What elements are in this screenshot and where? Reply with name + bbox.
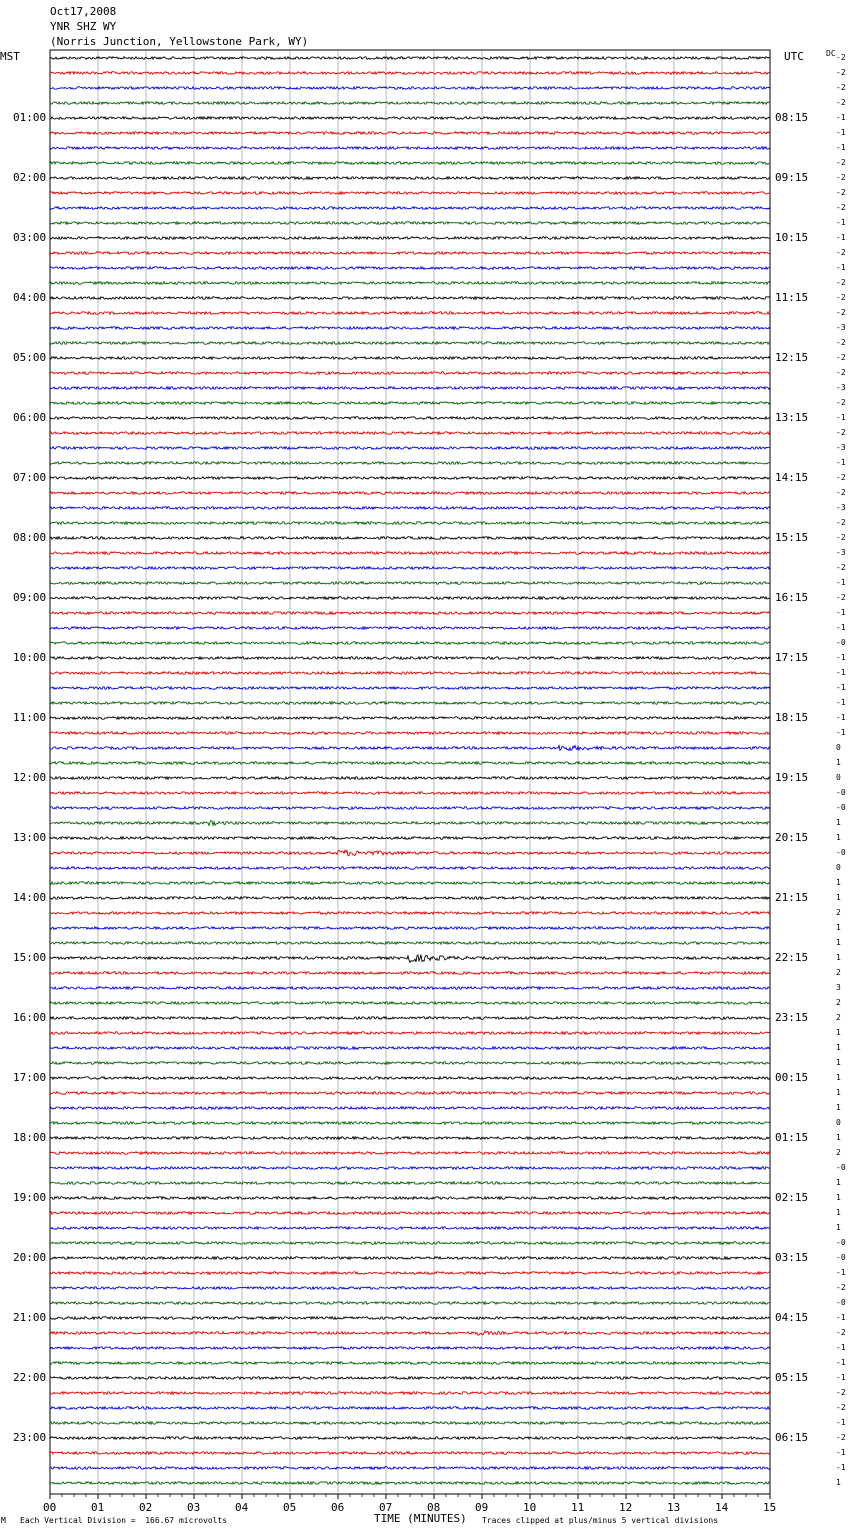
footer-corner-mark: M: [1, 1516, 6, 1525]
dc-offset-label: -2: [836, 248, 846, 257]
right-hour-label: 19:15: [775, 771, 809, 784]
x-tick-label: 11: [571, 1501, 585, 1514]
left-hour-label: 19:00: [13, 1191, 47, 1204]
trace-row: [50, 1377, 770, 1380]
dc-offset-label: -1: [836, 713, 846, 722]
left-hour-label: 08:00: [13, 531, 47, 544]
x-tick-label: 02: [139, 1501, 153, 1514]
trace-row: [50, 942, 770, 945]
trace-row: [50, 237, 770, 240]
trace-row: [50, 792, 770, 795]
x-tick-label: 08: [427, 1501, 441, 1514]
right-hour-label: 03:15: [775, 1251, 809, 1264]
dc-offset-label: -2: [836, 1328, 846, 1337]
dc-offset-label: 1: [836, 1478, 841, 1487]
dc-offset-label: -0: [836, 1298, 846, 1307]
trace-row: [50, 1227, 770, 1230]
trace-row: [50, 1122, 770, 1125]
left-hour-label: 10:00: [13, 651, 47, 664]
dc-offset-label: 2: [836, 1013, 841, 1022]
left-hour-label: 20:00: [13, 1251, 47, 1264]
x-tick-label: 09: [475, 1501, 489, 1514]
x-tick-label: 10: [523, 1501, 537, 1514]
trace-row: [50, 1182, 770, 1185]
left-hour-label: 12:00: [13, 771, 47, 784]
left-hour-label: 16:00: [13, 1011, 47, 1024]
trace-row: [50, 1032, 770, 1035]
trace-row: [50, 1437, 770, 1440]
trace-row: [50, 702, 770, 705]
left-hour-label: 18:00: [13, 1131, 47, 1144]
trace-row: [50, 192, 770, 195]
dc-offset-label: -1: [836, 653, 846, 662]
dc-offset-label: -1: [836, 413, 846, 422]
left-hour-label: 07:00: [13, 471, 47, 484]
dc-offset-label: -2: [836, 1283, 846, 1292]
trace-row: [50, 1092, 770, 1095]
right-hour-label: 12:15: [775, 351, 809, 364]
dc-offset-label: -2: [836, 53, 846, 62]
trace-row: [50, 432, 770, 435]
dc-offset-label: 1: [836, 938, 841, 947]
trace-row: [50, 72, 770, 75]
dc-offset-label: -1: [836, 608, 846, 617]
trace-row: [50, 387, 770, 390]
trace-row: [50, 1422, 770, 1425]
trace-row: [50, 87, 770, 90]
dc-offset-label: 1: [836, 893, 841, 902]
trace-row: [50, 1287, 770, 1290]
trace-row: [50, 117, 770, 120]
right-hour-label: 18:15: [775, 711, 809, 724]
trace-row: [50, 745, 770, 750]
trace-row: [50, 342, 770, 345]
trace-row: [50, 912, 770, 915]
left-hour-label: 06:00: [13, 411, 47, 424]
dc-offset-label: -1: [836, 218, 846, 227]
station-code: YNR SHZ WY: [50, 20, 117, 33]
dc-offset-label: 1: [836, 833, 841, 842]
dc-offset-label: 2: [836, 1148, 841, 1157]
left-hour-label: 23:00: [13, 1431, 47, 1444]
trace-row: [50, 897, 770, 900]
trace-row: [50, 1212, 770, 1215]
dc-offset-label: -2: [836, 353, 846, 362]
dc-offset-label: 0: [836, 743, 841, 752]
dc-offset-label: -2: [836, 1433, 846, 1442]
dc-offset-label: -3: [836, 548, 846, 557]
trace-row: [50, 417, 770, 420]
dc-offset-label: 1: [836, 1133, 841, 1142]
trace-row: [50, 1107, 770, 1110]
trace-row: [50, 687, 770, 690]
dc-offset-label: -1: [836, 1343, 846, 1352]
trace-row: [50, 372, 770, 375]
dc-offset-label: -1: [836, 668, 846, 677]
trace-row: [50, 927, 770, 930]
left-hour-label: 01:00: [13, 111, 47, 124]
trace-row: [50, 1002, 770, 1005]
dc-offset-label: -1: [836, 233, 846, 242]
dc-offset-label: -0: [836, 1163, 846, 1172]
dc-offset-label: -2: [836, 398, 846, 407]
trace-row: [50, 1407, 770, 1410]
trace-row: [50, 297, 770, 300]
dc-offset-label: -2: [836, 428, 846, 437]
dc-offset-label: -1: [836, 1313, 846, 1322]
x-tick-label: 05: [283, 1501, 297, 1514]
dc-offset-label: 1: [836, 1088, 841, 1097]
right-hour-label: 09:15: [775, 171, 809, 184]
trace-row: [50, 1272, 770, 1275]
dc-offset-label: -2: [836, 293, 846, 302]
trace-row: [50, 327, 770, 330]
dc-offset-label: -2: [836, 308, 846, 317]
dc-offset-label: -1: [836, 728, 846, 737]
dc-offset-label: -1: [836, 1448, 846, 1457]
dc-offset-label: -3: [836, 323, 846, 332]
x-tick-label: 14: [715, 1501, 729, 1514]
dc-offset-label: 1: [836, 1178, 841, 1187]
right-hour-label: 02:15: [775, 1191, 809, 1204]
right-hour-label: 21:15: [775, 891, 809, 904]
dc-offset-label: 1: [836, 1223, 841, 1232]
x-tick-label: 12: [619, 1501, 633, 1514]
trace-row: [50, 762, 770, 765]
dc-offset-label: -2: [836, 533, 846, 542]
dc-offset-label: -1: [836, 623, 846, 632]
right-hour-label: 23:15: [775, 1011, 809, 1024]
trace-row: [50, 972, 770, 975]
right-hour-label: 05:15: [775, 1371, 809, 1384]
dc-offset-label: 1: [836, 1103, 841, 1112]
dc-offset-label: -0: [836, 1253, 846, 1262]
left-hour-label: 14:00: [13, 891, 47, 904]
x-tick-label: 13: [667, 1501, 681, 1514]
dc-offset-label: 0: [836, 773, 841, 782]
dc-offset-label: -1: [836, 143, 846, 152]
trace-row: [50, 717, 770, 720]
left-hour-label: 04:00: [13, 291, 47, 304]
dc-offset-label: -2: [836, 1388, 846, 1397]
right-hour-label: 17:15: [775, 651, 809, 664]
trace-row: [50, 1242, 770, 1245]
dc-offset-label: -1: [836, 128, 846, 137]
trace-row: [50, 1167, 770, 1170]
trace-row: [50, 987, 770, 990]
trace-row: [50, 1152, 770, 1155]
dc-offset-label: -0: [836, 1238, 846, 1247]
dc-offset-label: -2: [836, 203, 846, 212]
x-tick-label: 04: [235, 1501, 249, 1514]
trace-row: [50, 207, 770, 210]
trace-row: [50, 522, 770, 525]
trace-row: [50, 492, 770, 495]
left-hour-label: 17:00: [13, 1071, 47, 1084]
dc-offset-label: -2: [836, 173, 846, 182]
scale-note: Each Vertical Division = 166.67 microvolts: [20, 1516, 228, 1525]
trace-row: [50, 507, 770, 510]
dc-offset-label: 0: [836, 1118, 841, 1127]
trace-row: [50, 1392, 770, 1395]
dc-offset-label: -3: [836, 383, 846, 392]
trace-row: [50, 102, 770, 105]
trace-row: [50, 1452, 770, 1455]
x-axis-title: TIME (MINUTES): [374, 1512, 467, 1525]
trace-row: [50, 267, 770, 270]
trace-row: [50, 1302, 770, 1305]
x-tick-label: 06: [331, 1501, 345, 1514]
dc-offset-label: -2: [836, 1403, 846, 1412]
trace-row: [50, 882, 770, 885]
trace-row: [50, 312, 770, 315]
trace-row: [50, 672, 770, 675]
trace-row: [50, 357, 770, 360]
dc-offset-label: -1: [836, 113, 846, 122]
clip-note: Traces clipped at plus/minus 5 vertical divisions: [482, 1516, 719, 1525]
trace-row: [50, 837, 770, 840]
right-hour-label: 16:15: [775, 591, 809, 604]
dc-offset-label: -1: [836, 1418, 846, 1427]
trace-row: [50, 1077, 770, 1080]
trace-row: [50, 1062, 770, 1065]
x-tick-label: 01: [91, 1501, 105, 1514]
x-tick-label: 03: [187, 1501, 201, 1514]
trace-row: [50, 1467, 770, 1470]
dc-column-header: DC: [826, 49, 836, 58]
right-hour-label: 00:15: [775, 1071, 809, 1084]
right-hour-label: 01:15: [775, 1131, 809, 1144]
right-hour-label: 15:15: [775, 531, 809, 544]
right-timezone-label: UTC: [784, 50, 804, 63]
left-hour-label: 09:00: [13, 591, 47, 604]
dc-offset-label: 1: [836, 953, 841, 962]
dc-offset-label: -3: [836, 443, 846, 452]
trace-row: [50, 447, 770, 450]
trace-row: [50, 612, 770, 615]
trace-row: [50, 1331, 770, 1335]
trace-row: [50, 1047, 770, 1050]
trace-row: [50, 462, 770, 465]
dc-offset-label: 1: [836, 758, 841, 767]
dc-offset-label: -0: [836, 803, 846, 812]
trace-row: [50, 147, 770, 150]
trace-row: [50, 955, 770, 963]
left-hour-label: 05:00: [13, 351, 47, 364]
dc-offset-label: -1: [836, 1358, 846, 1367]
dc-offset-label: 1: [836, 923, 841, 932]
left-hour-label: 02:00: [13, 171, 47, 184]
dc-offset-label: -1: [836, 698, 846, 707]
trace-row: [50, 132, 770, 135]
trace-row: [50, 582, 770, 585]
dc-offset-label: -2: [836, 278, 846, 287]
dc-offset-label: 1: [836, 1193, 841, 1202]
dc-offset-label: -0: [836, 638, 846, 647]
trace-row: [50, 477, 770, 480]
dc-offset-label: 0: [836, 863, 841, 872]
dc-offset-label: 3: [836, 983, 841, 992]
dc-offset-label: 1: [836, 1208, 841, 1217]
dc-offset-label: -2: [836, 188, 846, 197]
dc-offset-label: 2: [836, 998, 841, 1007]
dc-offset-label: -2: [836, 563, 846, 572]
trace-row: [50, 597, 770, 600]
left-hour-label: 15:00: [13, 951, 47, 964]
right-hour-label: 10:15: [775, 231, 809, 244]
trace-row: [50, 1257, 770, 1260]
dc-offset-label: -1: [836, 1268, 846, 1277]
trace-row: [50, 162, 770, 165]
x-tick-label: 15: [763, 1501, 777, 1514]
dc-offset-label: -2: [836, 488, 846, 497]
trace-row: [50, 537, 770, 540]
trace-row: [50, 1197, 770, 1200]
trace-row: [50, 552, 770, 555]
x-tick-label: 00: [43, 1501, 57, 1514]
trace-row: [50, 777, 770, 780]
dc-offset-label: -2: [836, 518, 846, 527]
dc-offset-label: 1: [836, 1043, 841, 1052]
dc-offset-label: -0: [836, 848, 846, 857]
trace-row: [50, 252, 770, 255]
dc-offset-label: 1: [836, 1073, 841, 1082]
left-hour-label: 03:00: [13, 231, 47, 244]
trace-row: [50, 657, 770, 660]
dc-offset-label: -1: [836, 683, 846, 692]
dc-offset-label: 1: [836, 818, 841, 827]
dc-offset-label: -3: [836, 503, 846, 512]
dc-offset-label: -1: [836, 1463, 846, 1472]
left-hour-label: 22:00: [13, 1371, 47, 1384]
right-hour-label: 20:15: [775, 831, 809, 844]
trace-row: [50, 867, 770, 870]
dc-offset-label: 1: [836, 1028, 841, 1037]
trace-row: [50, 1017, 770, 1020]
trace-row: [50, 642, 770, 645]
dc-offset-label: 2: [836, 968, 841, 977]
left-timezone-label: MST: [0, 50, 20, 63]
dc-offset-label: -2: [836, 368, 846, 377]
trace-row: [50, 1347, 770, 1350]
left-hour-label: 13:00: [13, 831, 47, 844]
dc-offset-label: -2: [836, 98, 846, 107]
plot-date: Oct17,2008: [50, 5, 117, 18]
station-location: (Norris Junction, Yellowstone Park, WY): [50, 35, 309, 48]
trace-row: [50, 1137, 770, 1140]
trace-row: [50, 1317, 770, 1320]
trace-row: [50, 567, 770, 570]
dc-offset-label: -2: [836, 593, 846, 602]
right-hour-label: 06:15: [775, 1431, 809, 1444]
right-hour-label: 22:15: [775, 951, 809, 964]
trace-row: [50, 282, 770, 285]
trace-row: [50, 402, 770, 405]
trace-row: [50, 1482, 770, 1485]
dc-offset-label: 1: [836, 878, 841, 887]
left-hour-label: 21:00: [13, 1311, 47, 1324]
right-hour-label: 04:15: [775, 1311, 809, 1324]
trace-row: [50, 850, 770, 856]
dc-offset-label: -2: [836, 473, 846, 482]
dc-offset-label: -1: [836, 263, 846, 272]
trace-row: [50, 177, 770, 180]
dc-offset-label: -1: [836, 1373, 846, 1382]
dc-offset-label: -1: [836, 458, 846, 467]
trace-row: [50, 57, 770, 60]
trace-row: [50, 627, 770, 630]
trace-row: [50, 222, 770, 225]
left-hour-label: 11:00: [13, 711, 47, 724]
trace-row: [50, 1362, 770, 1365]
trace-row: [50, 807, 770, 810]
dc-offset-label: -1: [836, 578, 846, 587]
dc-offset-label: 1: [836, 1058, 841, 1067]
dc-offset-label: 2: [836, 908, 841, 917]
right-hour-label: 08:15: [775, 111, 809, 124]
dc-offset-label: -2: [836, 338, 846, 347]
trace-row: [50, 732, 770, 735]
dc-offset-label: -2: [836, 158, 846, 167]
dc-offset-label: -2: [836, 83, 846, 92]
plot-frame: [50, 50, 770, 1494]
right-hour-label: 11:15: [775, 291, 809, 304]
right-hour-label: 13:15: [775, 411, 809, 424]
dc-offset-label: -0: [836, 788, 846, 797]
trace-row: [50, 820, 770, 825]
dc-offset-label: -2: [836, 68, 846, 77]
x-tick-label: 07: [379, 1501, 393, 1514]
right-hour-label: 14:15: [775, 471, 809, 484]
